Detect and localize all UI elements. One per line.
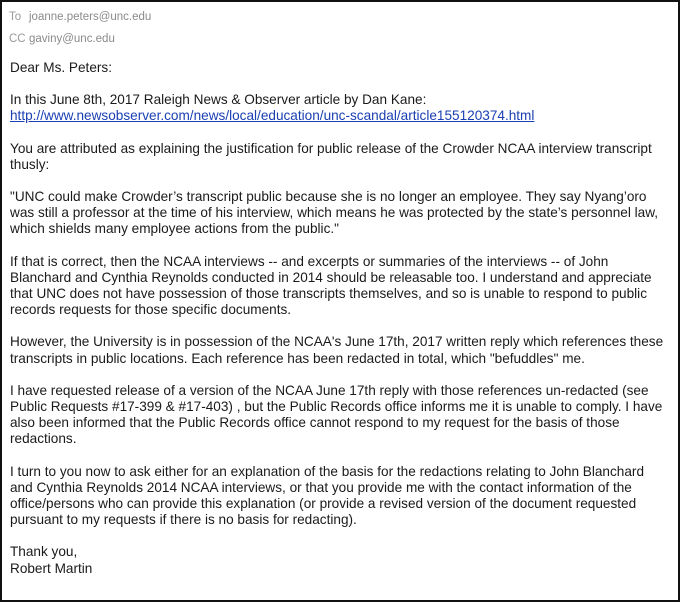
email-body[interactable] <box>10 60 670 577</box>
cc-row[interactable] <box>9 31 115 47</box>
paragraph-ask: I turn to you now to ask either for an explanation of the basis for the redactions relating to John Blanchard and Cynthia Reynolds 2014 NCAA interviews, or that you provide me with the contact information of the office/persons who can provide this explanation (or provide a revised version of the document requested pursuant to my requests if there is no basis for redacting). <box>10 463 645 528</box>
paragraph-redactions: However, the University is in possession of the NCAA's June 17th, 2017 written reply which references these transcripts in public locations. Each reference has been redacted in total, which "befuddles" me. <box>10 334 664 366</box>
intro-paragraph <box>10 92 670 124</box>
intro-text: In this June 8th, 2017 Raleigh News & Observer article by Dan Kane: <box>10 92 427 108</box>
to-row[interactable] <box>9 9 151 25</box>
signature: Robert Martin <box>10 560 93 576</box>
paragraph-interviews: If that is correct, then the NCAA interviews -- and excerpts or summaries of the interviews -- of John Blanchard and Cynthia Reynolds conducted in 2014 should be releasable too. I understand and appreciate that UNC does not have possession of those transcripts themselves, and so is unable to respond to public records requests for those specific documents. <box>10 253 652 318</box>
article-link[interactable]: http://www.newsobserver.com/news/local/education/unc-scandal/article155120374.html <box>10 108 535 124</box>
cc-recipient[interactable]: gaviny@unc.edu <box>29 33 115 45</box>
closing: Thank you, <box>10 544 78 560</box>
paragraph-requests: I have requested release of a version of the NCAA June 17th reply with those references un-redacted (see Public Requests #17-399 & #17-403) , but the Public Records office informs me it is unable to comply. I have also been informed that the Public Records office cannot respond to my request for the basis of those redactions. <box>10 382 663 447</box>
paragraph-quote: "UNC could make Crowder’s transcript public because she is no longer an employee. They say Nyang’oro was still a professor at the time of his interview, which means he was protected by the state’s personnel law, which shields many employee actions from the public." <box>10 189 659 237</box>
greeting: Dear Ms. Peters: <box>10 60 112 75</box>
cc-label: CC <box>9 33 26 45</box>
sign-off <box>10 544 670 576</box>
to-recipient[interactable]: joanne.peters@unc.edu <box>29 11 152 23</box>
to-label: To <box>9 11 22 23</box>
blank-line <box>10 125 670 141</box>
paragraph-attribution: You are attributed as explaining the justification for public release of the Crowder NCAA interview transcript thusly: <box>10 140 652 172</box>
